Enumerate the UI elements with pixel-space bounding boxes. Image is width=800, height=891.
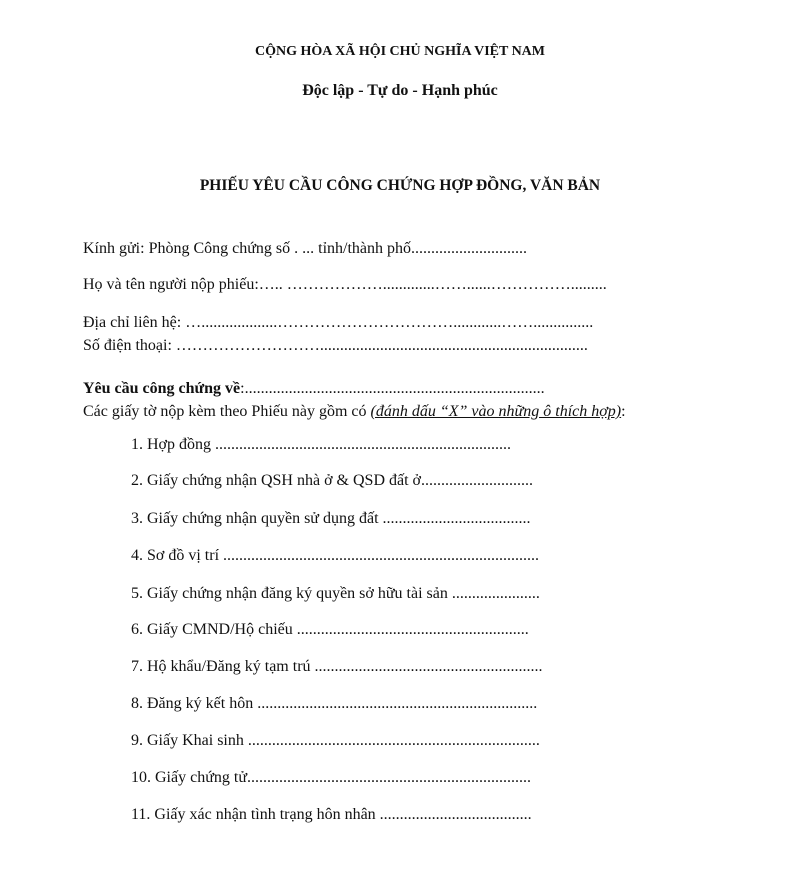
attachments-note: (đánh dấu “X” vào những ô thích hợp): [370, 403, 622, 420]
list-item: 2. Giấy chứng nhận QSH nhà ở & QSD đất ở............................: [131, 472, 534, 489]
list-item: 9. Giấy Khai sinh .........................................................................: [131, 732, 540, 749]
form-title: PHIẾU YÊU CẦU CÔNG CHỨNG HỢP ĐỒNG, VĂN BẢN: [199, 177, 601, 194]
list-item: 11. Giấy xác nhận tình trạng hôn nhân ......................................: [131, 806, 532, 823]
list-item: 7. Hộ khẩu/Đăng ký tạm trú .........................................................: [131, 658, 543, 675]
list-item: 10. Giấy chứng tử.......................................................................: [131, 769, 531, 786]
list-item: 5. Giấy chứng nhận đăng ký quyền sở hữu tài sản ......................: [131, 585, 540, 602]
list-item: 3. Giấy chứng nhận quyền sử dụng đất .....................................: [131, 510, 531, 527]
request-line: [83, 380, 545, 398]
list-item: 8. Đăng ký kết hôn ......................................................................: [131, 695, 538, 712]
request-label: Yêu cầu công chứng về: [83, 380, 241, 397]
applicant-name-line: Họ và tên người nộp phiếu:….. ……………….............……......…………….........: [83, 276, 607, 293]
request-dots: :...........................................................................: [240, 380, 545, 397]
attachments-intro: Các giấy tờ nộp kèm theo Phiếu này gồm có: [83, 403, 371, 420]
list-item: 1. Hợp đồng ..........................................................................: [131, 436, 512, 453]
national-title: CỘNG HÒA XÃ HỘI CHỦ NGHĨA VIỆT NAM: [254, 44, 545, 59]
attachments-intro-line: [83, 403, 626, 421]
national-motto: Độc lập - Tự do - Hạnh phúc: [302, 82, 498, 99]
phone-line: Số điện thoại: ………………………...................................................................: [83, 337, 588, 354]
recipient-line: Kính gửi: Phòng Công chứng số . ... tỉnh/thành phố.............................: [83, 240, 528, 257]
list-item: 6. Giấy CMND/Hộ chiếu ..........................................................: [131, 621, 529, 638]
attachments-end: :: [621, 403, 626, 420]
address-line: Địa chỉ liên hệ: …...................……………………………............……...............: [83, 314, 594, 331]
list-item: 4. Sơ đồ vị trí ...............................................................................: [131, 547, 540, 564]
